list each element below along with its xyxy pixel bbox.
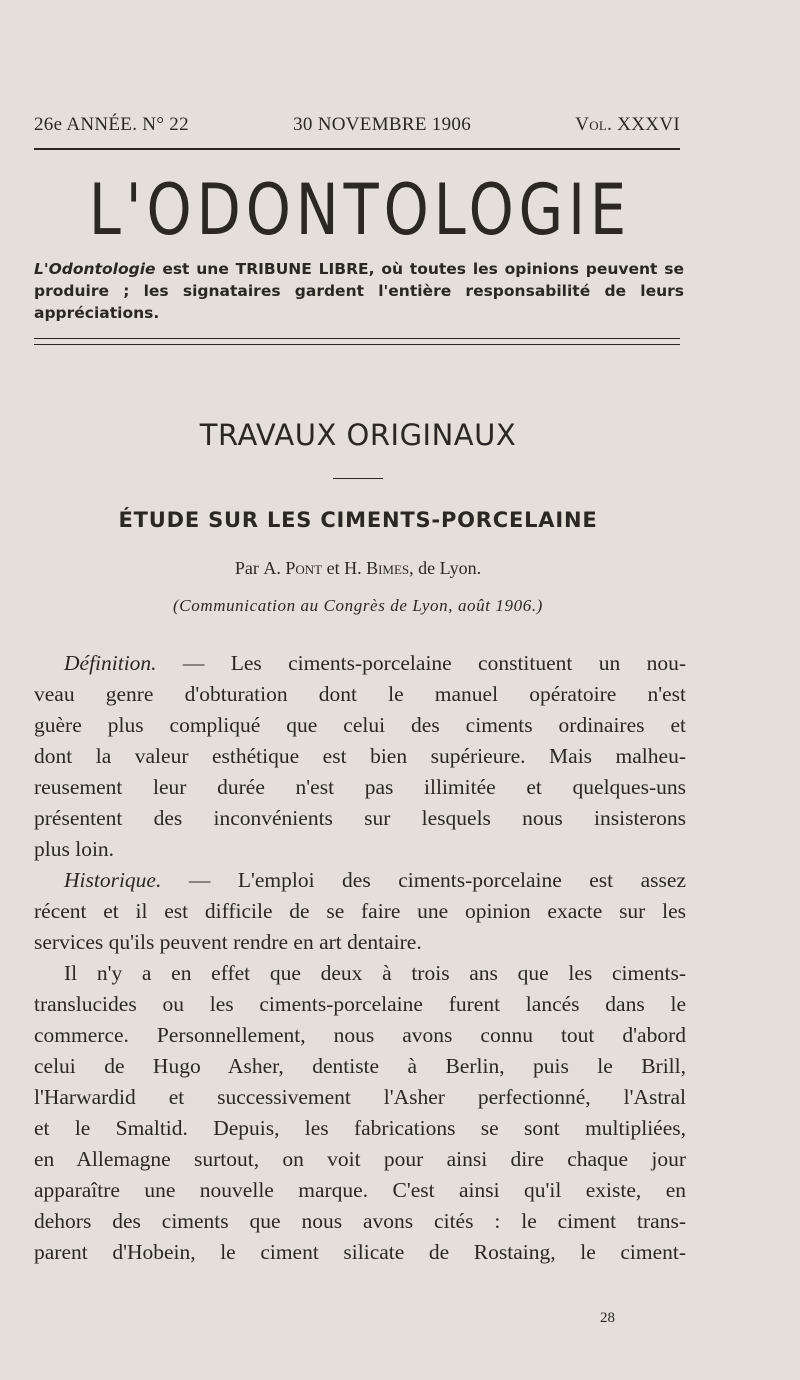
body-line: apparaître une nouvelle marque. C'est ainsi qu'il existe, en [34, 1178, 686, 1202]
page-number: 28 [600, 1310, 615, 1326]
paragraph-heading-historique: Historique. [64, 868, 162, 892]
article-title: ÉTUDE SUR LES CIMENTS-PORCELAINE [118, 508, 598, 532]
paragraph-heading-definition: Définition. [64, 651, 157, 675]
body-line: dehors des ciments que nous avons cités : le ciment trans- [34, 1209, 686, 1233]
body-line: plus loin. [34, 837, 115, 861]
body-line: récent et il est difficile de se faire une opinion exacte sur les [34, 899, 686, 923]
motto-double-rule [34, 338, 680, 345]
body-line: celui de Hugo Asher, dentiste à Berlin, puis le Brill, [34, 1054, 686, 1078]
section-title: TRAVAUX ORIGINAUX [199, 418, 517, 452]
byline-place: de Lyon. [418, 558, 482, 578]
body-line: parent d'Hobein, le ciment silicate de Rostaing, le ciment- [34, 1240, 686, 1264]
body-line: Il n'y a en effet que deux à trois ans que les ciments- [64, 961, 686, 985]
motto-journal-name: L'Odontologie [34, 260, 156, 278]
body-line: l'Harwardid et successivement l'Asher perfectionné, l'Astral [34, 1085, 686, 1109]
body-line: Définition. — Les ciments-porcelaine constituent un nou- [64, 651, 686, 675]
journal-masthead: L'ODONTOLOGIE [88, 169, 632, 251]
issue-date: 30 NOVEMBRE 1906 [293, 114, 472, 135]
issue-number: 26e ANNÉE. N° 22 [34, 114, 189, 135]
body-line: reusement leur durée n'est pas illimitée et quelques-uns [34, 775, 686, 799]
body-line: présentent des inconvénients sur lesquels nous insisterons [34, 806, 686, 830]
section-rule [333, 478, 383, 479]
author-2: H. Bimes, [344, 558, 414, 578]
body-line: services qu'ils peuvent rendre en art dentaire. [34, 930, 422, 954]
volume-number: Vol. XXXVI [575, 114, 680, 135]
byline-et: et [326, 558, 340, 578]
body-line: dont la valeur esthétique est bien supérieure. Mais malheu- [34, 744, 686, 768]
body-line: et le Smaltid. Depuis, les fabrications se sont multipliées, [34, 1116, 686, 1140]
motto-text: est une TRIBUNE LIBRE, où toutes les opinions peuvent se produire ; les signataires gardent l'entière responsabilité de leurs appréciations. [34, 260, 684, 322]
journal-motto [34, 258, 684, 324]
body-line: translucides ou les ciments-porcelaine furent lancés dans le [34, 992, 686, 1016]
header-rule [34, 148, 680, 150]
running-head [34, 114, 680, 136]
byline-par: Par [234, 558, 259, 578]
body-line: en Allemagne surtout, on voit pour ainsi dire chaque jour [34, 1147, 686, 1171]
communication-note: (Communication au Congrès de Lyon, août 1906.) [173, 596, 543, 615]
article-body [34, 648, 686, 1268]
body-line: Historique. — L'emploi des ciments-porcelaine est assez [64, 868, 686, 892]
article-byline [0, 558, 716, 579]
body-line: veau genre d'obturation dont le manuel opératoire n'est [34, 682, 686, 706]
body-line: commerce. Personnellement, nous avons connu tout d'abord [34, 1023, 686, 1047]
body-line: guère plus compliqué que celui des ciments ordinaires et [34, 713, 686, 737]
author-1: A. Pont [263, 558, 323, 578]
